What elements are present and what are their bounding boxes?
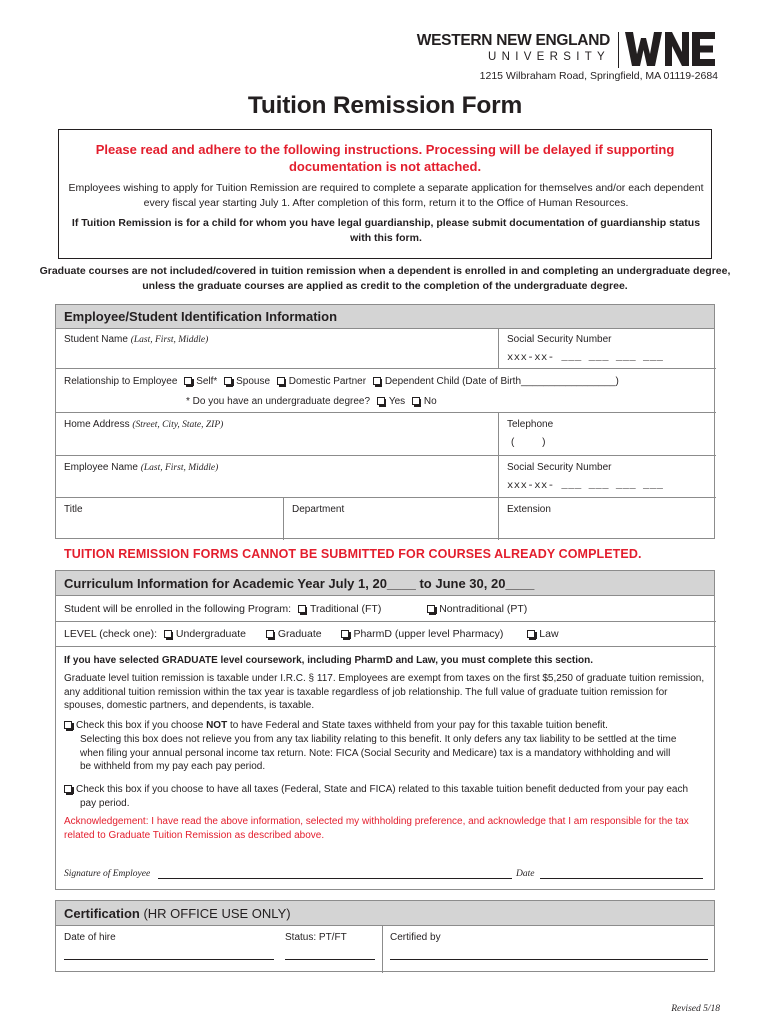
graduate-option: Graduate [277, 628, 322, 640]
student-name-hint: (Last, First, Middle) [130, 335, 209, 345]
student-ssn-label: Social Security Number [507, 334, 612, 345]
telephone-field[interactable]: ( ) [511, 437, 546, 448]
completed-courses-warning: TUITION REMISSION FORMS CANNOT BE SUBMITTED FOR COURSES ALREADY COMPLETED. [64, 547, 642, 561]
no-checkbox[interactable] [412, 397, 420, 405]
university-logo [404, 30, 720, 70]
acknowledgement-text: Acknowledgement: I have read the above information, selected my withholding preference, and acknowledge that I am responsible for the tax related to Graduate Tuition Remission as described above. [64, 816, 689, 841]
certification-heading [56, 901, 714, 926]
program-row [64, 603, 527, 615]
self-checkbox[interactable] [184, 377, 192, 385]
identification-section [55, 304, 715, 539]
divider [283, 497, 284, 540]
traditional-option: Traditional (FT) [309, 603, 382, 615]
logo-divider [618, 32, 619, 68]
divider [498, 497, 499, 540]
employee-name-hint: (Last, First, Middle) [140, 463, 219, 473]
curriculum-section [55, 570, 715, 890]
identification-heading: Employee/Student Identification Information [56, 305, 714, 329]
curriculum-heading: Curriculum Information for Academic Year July 1, 20____ to June 30, 20____ [56, 571, 714, 596]
employee-ssn-label: Social Security Number [507, 462, 612, 473]
no-withholding-detail: Selecting this box does not relieve you from any tax liability relating to this benefit. It only defers any tax liability to be settled at the time when filing your annual personal income tax return. Note: FICA (Social Security and Medicare) tax is a mandatory withholding and will be withheld from my pay each pay period. [80, 734, 677, 772]
university-subtitle: UNIVERSITY [487, 51, 610, 63]
signature-label: Signature of Employee [64, 869, 151, 879]
date-of-hire-label: Date of hire [64, 932, 116, 943]
pharmd-option: PharmD (upper level Pharmacy) [353, 628, 504, 640]
option1-text-end: to have Federal and State taxes withheld from your pay for this taxable tuition benefit. [227, 720, 608, 731]
form-title: Tuition Remission Form [247, 92, 523, 119]
pharmd-checkbox[interactable] [341, 630, 349, 638]
nontraditional-checkbox[interactable] [427, 605, 435, 613]
divider [498, 455, 499, 497]
date-label: Date [516, 869, 535, 879]
university-address: 1215 Wilbraham Road, Springfield, MA 01119-2684 [479, 70, 718, 82]
dependent-child-option-label: Dependent Child (Date of Birth_________________) [384, 376, 619, 387]
student-name-field[interactable] [64, 334, 208, 345]
department-field[interactable]: Department [292, 504, 345, 515]
graduate-checkbox[interactable] [266, 630, 274, 638]
level-label: LEVEL (check one): [64, 628, 157, 640]
hr-use-only-note: (HR OFFICE USE ONLY) [143, 906, 291, 921]
certified-by-line[interactable] [390, 959, 708, 960]
option1-not: NOT [206, 720, 228, 731]
divider [498, 329, 499, 368]
spouse-checkbox[interactable] [224, 377, 232, 385]
no-label: No [423, 396, 437, 407]
home-address-hint: (Street, City, State, ZIP) [132, 420, 224, 430]
traditional-checkbox[interactable] [298, 605, 306, 613]
withholding-checkbox[interactable] [64, 785, 72, 793]
law-option: Law [539, 628, 559, 640]
date-line[interactable] [540, 878, 703, 879]
extension-field[interactable]: Extension [507, 504, 551, 515]
processing-warning: Please read and adhere to the following instructions. Processing will be delayed if supporting documentation is not attached. [95, 142, 675, 174]
wne-logo-mark [625, 32, 721, 66]
instructions-box [58, 129, 712, 259]
law-checkbox[interactable] [527, 630, 535, 638]
spouse-option-label: Spouse [236, 376, 271, 387]
undergraduate-checkbox[interactable] [164, 630, 172, 638]
student-ssn-field[interactable]: xxx-xx- ___ ___ ___ ___ [507, 352, 664, 364]
telephone-label: Telephone [507, 419, 554, 430]
graduate-courses-note: Graduate courses are not included/covered in tuition remission when a dependent is enrolled in and completing an undergraduate degree, unless the graduate courses are applied as credit to the completion of the undergraduate degree. [39, 265, 731, 292]
option2-text: Check this box if you choose to have all taxes (Federal, State and FICA) related to this taxable tuition benefit deducted from your pay each pay period. [76, 784, 689, 809]
certified-by-label: Certified by [390, 932, 441, 943]
domestic-partner-option-label: Domestic Partner [288, 376, 367, 387]
employee-ssn-field[interactable]: xxx-xx- ___ ___ ___ ___ [507, 480, 664, 492]
withholding-option [60, 783, 690, 810]
graduate-tax-text: Graduate level tuition remission is taxable under I.R.C. § 117. Employees are exempt from taxes on the first $5,250 of graduate tuition remission, any additional tuition remission within the tax year is taxable regardless of job relationship. The full value of graduate tuition remission for spouses, domestic partners, and dependents, is taxable. [64, 673, 705, 711]
domestic-partner-checkbox[interactable] [277, 377, 285, 385]
relationship-row [64, 376, 619, 387]
divider [56, 497, 716, 498]
yes-checkbox[interactable] [377, 397, 385, 405]
university-name: WESTERN NEW ENGLAND [416, 32, 610, 49]
program-label: Student will be enrolled in the following Program: [64, 603, 292, 615]
guardianship-note: If Tuition Remission is for a child for whom you have legal guardianship, please submit documentation of guardianship status with this form. [71, 217, 701, 244]
certification-section [55, 900, 715, 972]
status-label: Status: PT/FT [285, 932, 347, 943]
signature-line[interactable] [158, 878, 512, 879]
no-withholding-checkbox[interactable] [64, 721, 72, 729]
revision-date: Revised 5/18 [671, 1004, 720, 1014]
undergraduate-option: Undergraduate [175, 628, 246, 640]
divider [56, 621, 716, 622]
instructions-text: Employees wishing to apply for Tuition Remission are required to complete a separate application for themselves and/or each dependent every fiscal year starting July 1. After completion of this form, return it to the Office of Human Resources. [68, 182, 704, 209]
divider [56, 412, 716, 413]
relationship-label: Relationship to Employee [64, 376, 178, 387]
employee-name-label: Employee Name [64, 462, 138, 473]
divider [56, 368, 716, 369]
status-line[interactable] [285, 959, 375, 960]
undergrad-question: * Do you have an undergraduate degree? [186, 396, 371, 407]
date-of-hire-line[interactable] [64, 959, 274, 960]
divider [498, 412, 499, 455]
home-address-label: Home Address [64, 419, 130, 430]
undergrad-degree-row [186, 396, 437, 407]
employee-name-field[interactable] [64, 462, 218, 473]
self-option-label: Self* [196, 376, 218, 387]
divider [382, 926, 383, 973]
level-row [64, 628, 559, 640]
yes-label: Yes [388, 396, 406, 407]
student-name-label: Student Name [64, 334, 128, 345]
divider [56, 455, 716, 456]
dependent-child-checkbox[interactable] [373, 377, 381, 385]
title-field[interactable]: Title [64, 504, 83, 515]
no-withholding-option [60, 719, 710, 733]
graduate-section-heading: If you have selected GRADUATE level coursework, including PharmD and Law, you must complete this section. [64, 655, 594, 666]
certification-title: Certification [64, 906, 140, 921]
option1-text: Check this box if you choose [76, 720, 207, 731]
divider [56, 646, 716, 647]
home-address-field[interactable] [64, 419, 223, 430]
nontraditional-option: Nontraditional (PT) [439, 603, 528, 615]
